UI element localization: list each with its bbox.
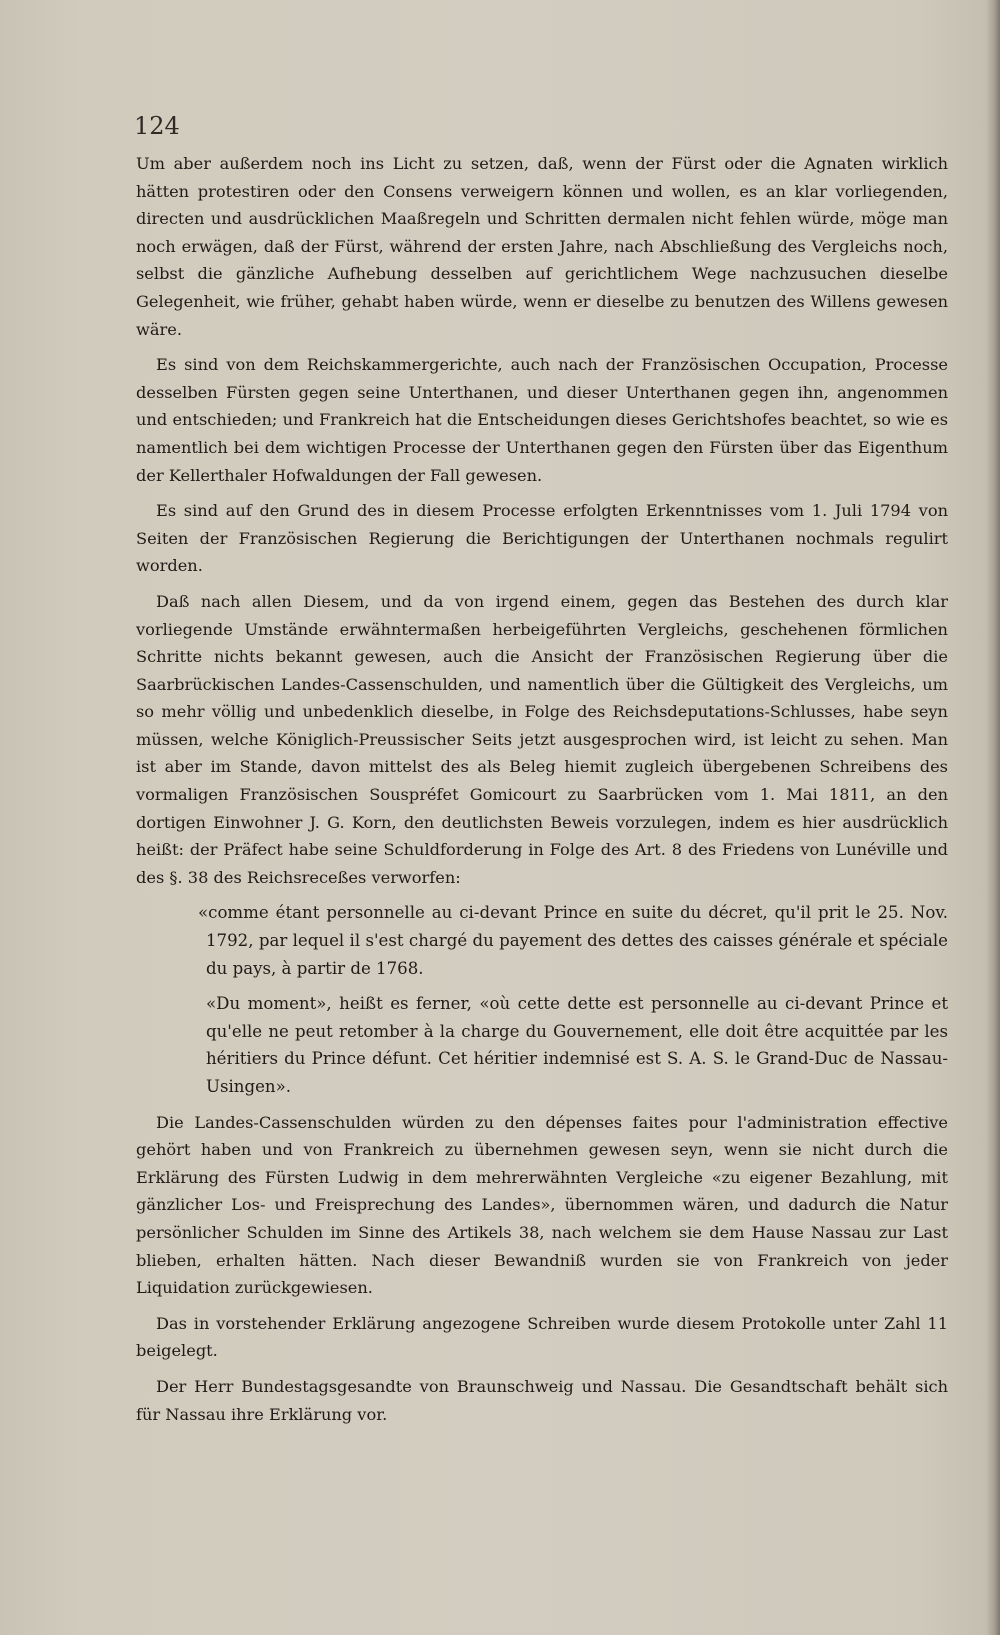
paragraph: Es sind von dem Reichskammergerichte, auch nach der Französischen Occupation, Processe desselben Fürsten gegen seine Unterthanen, und dieser Unterthanen gegen ihn, angenommen und entschieden; und Frankreich hat die Entscheidungen dieses Gerichtshofes beachtet, so wie es namentlich bei dem wichtigen Processe der Unterthanen gegen den Fürsten über das Eigenthum der Kellerthaler Hofwaldungen der Fall gewesen. xyxy=(136,355,948,485)
french-quote: «Du moment», heißt es ferner, «où cette dette est personnelle au ci-devant Prince et qu'elle ne peut retomber à la charge du Gouvernement, elle doit être acquittée par les héritiers du Prince défunt. Cet héritier indemnisé est S. A. S. le Grand-Duc de Nassau-Usingen». xyxy=(206,994,948,1096)
french-quote: «comme étant personnelle au ci-devant Prince en suite du décret, qu'il prit le 25. Nov. 1792, par lequel il s'est chargé du payement des dettes des caisses générale et spéciale du pays, à partir de 1768. xyxy=(198,903,948,978)
paragraph: Die Landes-Cassenschulden würden zu den dépenses faites pour l'administration effective gehört haben und von Frankreich zu übernehmen gewesen seyn, wenn sie nicht durch die Erklärung des Fürsten Ludwig in dem mehrerwähnten Vergleiche «zu eigener Bezahlung, mit gänzlicher Los- und Freisprechung des Landes», übernommen wären, und dadurch die Natur persönlicher Schulden im Sinne des Artikels 38, nach welchem sie dem Hause Nassau zur Last blieben, erhalten hätten. Nach dieser Bewandniß wurden sie von Frankreich von jeder Liquidation zurückgewiesen. xyxy=(136,1112,948,1298)
paragraph: Daß nach allen Diesem, und da von irgend einem, gegen das Bestehen des durch klar vorliegende Umstände erwähntermaßen herbeigeführten Vergleichs, geschehenen förmlichen Schritte nichts bekannt gewesen, auch die Ansicht der Französischen Regierung über die Saarbrückischen Landes-Cassenschulden, und namentlich über die Gültigkeit des Vergleichs, um so mehr völlig und unbedenklich dieselbe, in Folge des Reichsdeputations-Schlusses, habe seyn müssen, welche Königlich-Preussischer Seits jetzt ausgesprochen wird, ist leicht zu sehen. Man ist aber im Stande, davon mittelst des als Beleg hiemit zugleich übergebenen Schreibens des vormaligen Französischen Souspréfet Gomicourt zu Saarbrücken vom 1. Mai 1811, an den dortigen Einwohner J. G. Korn, den deutlichsten Beweis vorzulegen, indem es hier ausdrücklich heißt: der Präfect habe seine Schuldforderung in Folge des Art. 8 des Friedens von Lunéville und des §. 38 des Reichsreceßes verworfen: xyxy=(136,591,948,887)
paragraph: Es sind auf den Grund des in diesem Processe erfolgten Erkenntnisses vom 1. Juli 1794 von Seiten der Französischen Regierung die Berichtigungen der Unterthanen nochmals regulirt worden. xyxy=(136,501,948,576)
paragraph: Das in vorstehender Erklärung angezogene Schreiben wurde diesem Protokolle unter Zahl 11 beigelegt. xyxy=(136,1313,948,1361)
body-text xyxy=(136,150,948,1436)
paragraph: Um aber außerdem noch ins Licht zu setzen, daß, wenn der Fürst oder die Agnaten wirklich hätten protestiren oder den Consens verweigern können und wollen, es an klar vorliegenden, directen und ausdrücklichen Maaßregeln und Schritten dermalen nicht fehlen würde, möge man noch erwägen, daß der Fürst, während der ersten Jahre, nach Abschließung des Vergleichs noch, selbst die gänzliche Aufhebung desselben auf gerichtlichem Wege nachzusuchen dieselbe Gelegenheit, wie früher, gehabt haben würde, wenn er dieselbe zu benutzen des Willens gewesen wäre. xyxy=(136,154,948,339)
paragraph: Der Herr Bundestagsgesandte von Braunschweig und Nassau. Die Gesandtschaft behält sich für Nassau ihre Erklärung vor. xyxy=(136,1376,948,1424)
page-number: 124 xyxy=(134,112,180,140)
page-edge-shadow xyxy=(986,0,1000,1635)
